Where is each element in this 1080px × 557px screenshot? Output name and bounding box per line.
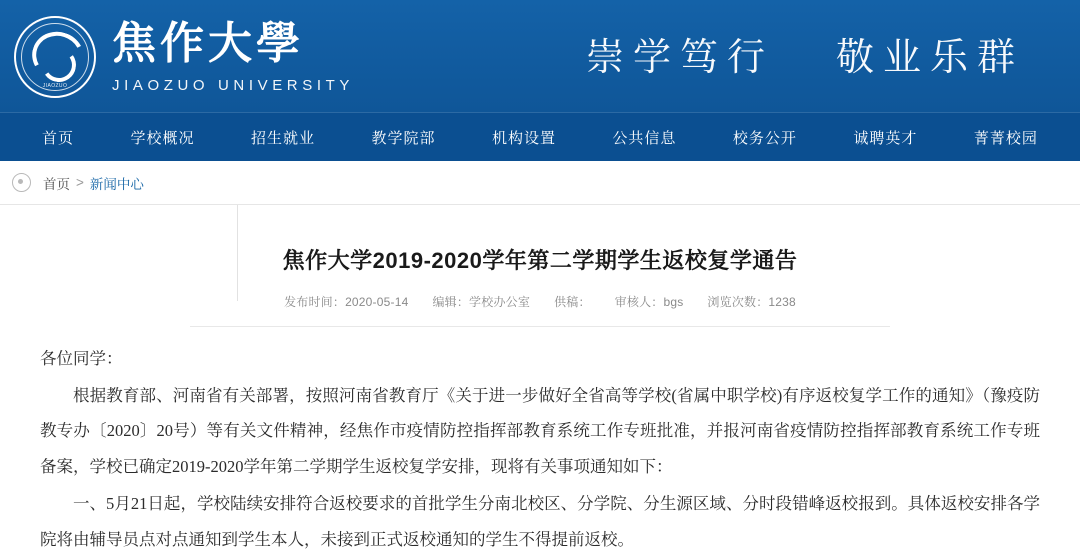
article-paragraph-2: 一、5月21日起，学校陆续安排符合返校要求的首批学生分南北校区、分学院、分生源区域、分时段错峰返校报到。具体返校安排各学院将由辅导员点对点通知到学生本人，未接到正式返校通知的学生不得提前返校。 (40, 494, 1040, 549)
breadcrumb (0, 161, 1080, 205)
breadcrumb-home-link[interactable]: 首页 (43, 176, 70, 192)
page-content (0, 205, 1080, 557)
breadcrumb-current-link[interactable]: 新闻中心 (89, 176, 144, 192)
logo-title-cn: 焦作大學 (112, 18, 304, 68)
meta-editor: 编辑：学校办公室 (432, 294, 531, 309)
nav-item-recruitment[interactable]: 诚聘英才 (853, 129, 918, 147)
meta-contributor: 供稿： (554, 294, 591, 309)
motto-phrase-2: 敬业乐群 (835, 37, 1024, 79)
site-header (0, 0, 1080, 113)
nav-item-public-info[interactable]: 公共信息 (612, 129, 677, 147)
nav-item-organization[interactable]: 机构设置 (491, 129, 556, 147)
school-motto (586, 26, 1024, 81)
article-meta (190, 293, 890, 310)
article-body (40, 327, 1040, 557)
article-paragraph-1: 根据教育部、河南省有关部署，按照河南省教育厅《关于进一步做好全省高等学校(省属中职学校)有序返校复学工作的通知》（豫疫防教专办〔2020〕20号）等有关文件精神，经焦作市疫情防控指挥部教育系统工作专班批准，并报河南省疫情防控指挥部教育系统工作专班备案，学校已确定2019-2020学年第二学期学生返校复学安排，现将有关事项通知如下： (40, 386, 1040, 476)
nav-item-about[interactable]: 学校概况 (130, 129, 195, 147)
article-header-block (190, 205, 890, 310)
breadcrumb-separator: > (76, 175, 84, 190)
motto-phrase-1: 崇学笃行 (585, 37, 774, 79)
logo-text-block (112, 18, 354, 94)
main-navigation (0, 113, 1080, 161)
location-pin-icon (12, 173, 31, 192)
nav-item-campus-life[interactable]: 菁菁校园 (973, 129, 1038, 147)
page-title: 焦作大学2019-2020学年第二学期学生返校复学通告 (282, 247, 798, 273)
meta-publish-time: 发布时间：2020-05-14 (284, 294, 409, 309)
nav-item-affairs-disclosure[interactable]: 校务公开 (732, 129, 797, 147)
logo-title-en: JIAOZUO UNIVERSITY (112, 76, 354, 94)
nav-item-home[interactable]: 首页 (42, 129, 75, 147)
nav-item-admissions[interactable]: 招生就业 (250, 129, 315, 147)
nav-item-colleges[interactable]: 教学院部 (371, 129, 436, 147)
university-emblem-icon (14, 16, 96, 98)
article-paragraph-salutation: 各位同学： (40, 348, 123, 368)
meta-reviewer: 审核人：bgs (614, 294, 684, 309)
emblem-arc-text: JIAOZUO (42, 83, 68, 89)
site-logo[interactable] (14, 16, 354, 98)
meta-view-count: 浏览次数：1238 (707, 294, 796, 309)
